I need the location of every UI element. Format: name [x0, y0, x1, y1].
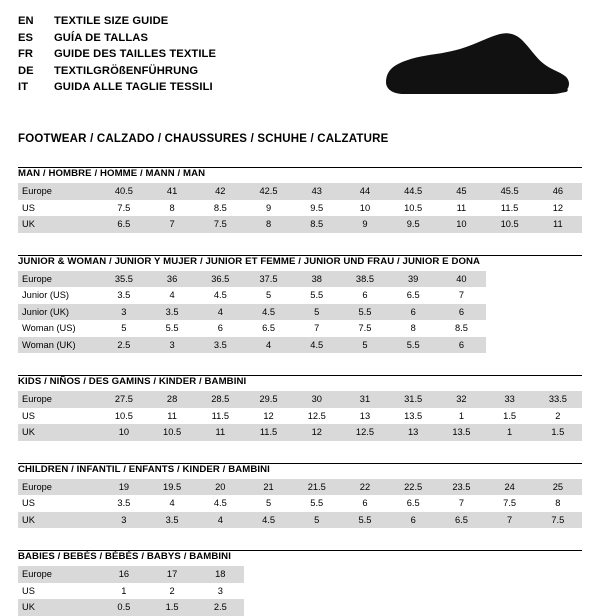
size-cell: 17 [148, 566, 196, 583]
size-cell: 7 [293, 320, 341, 337]
size-cell: 38.5 [341, 271, 389, 288]
size-cell [437, 599, 485, 616]
size-cell: 6 [341, 495, 389, 512]
size-cell: 3 [196, 583, 244, 600]
size-cell: 6 [437, 304, 485, 321]
size-cell: 11.5 [196, 408, 244, 425]
size-cell: 4 [244, 337, 292, 354]
size-group [18, 375, 582, 441]
size-table [18, 479, 582, 529]
size-cell: 31.5 [389, 391, 437, 408]
size-cell: 10 [437, 216, 485, 233]
size-cell: 45.5 [486, 183, 534, 200]
dress-shoe-icon [380, 30, 570, 115]
size-cell: 12 [244, 408, 292, 425]
size-cell: 5 [244, 287, 292, 304]
table-row [18, 287, 582, 304]
row-label: UK [18, 424, 100, 441]
size-cell: 5.5 [293, 287, 341, 304]
table-row [18, 599, 582, 616]
size-cell: 21 [244, 479, 292, 496]
size-cell: 43 [293, 183, 341, 200]
size-table [18, 391, 582, 441]
size-cell: 1.5 [534, 424, 582, 441]
size-cell: 4 [148, 495, 196, 512]
size-cell [389, 583, 437, 600]
table-row [18, 495, 582, 512]
size-cell: 3.5 [196, 337, 244, 354]
page-header [18, 14, 582, 115]
row-label: UK [18, 512, 100, 529]
size-cell: 4 [196, 512, 244, 529]
size-cell: 10.5 [100, 408, 148, 425]
size-cell: 3.5 [148, 512, 196, 529]
size-cell [244, 566, 292, 583]
size-cell: 7 [437, 287, 485, 304]
table-row [18, 337, 582, 354]
size-cell [486, 566, 534, 583]
size-cell: 7.5 [486, 495, 534, 512]
size-cell: 1 [437, 408, 485, 425]
size-cell: 12.5 [341, 424, 389, 441]
size-cell: 22 [341, 479, 389, 496]
table-row [18, 566, 582, 583]
size-cell: 10.5 [389, 200, 437, 217]
row-label: US [18, 200, 100, 217]
size-cell: 8.5 [196, 200, 244, 217]
size-cell: 40 [437, 271, 485, 288]
size-cell: 20 [196, 479, 244, 496]
size-cell: 13.5 [437, 424, 485, 441]
size-cell [244, 599, 292, 616]
size-cell: 5 [293, 512, 341, 529]
size-cell: 11 [534, 216, 582, 233]
size-cell: 6 [437, 337, 485, 354]
size-table [18, 271, 582, 354]
size-cell: 35.5 [100, 271, 148, 288]
row-label: US [18, 583, 100, 600]
size-cell [486, 599, 534, 616]
size-cell: 23.5 [437, 479, 485, 496]
size-cell: 29.5 [244, 391, 292, 408]
size-cell: 22.5 [389, 479, 437, 496]
size-cell: 9 [341, 216, 389, 233]
size-cell [534, 599, 582, 616]
size-cell: 10 [100, 424, 148, 441]
size-cell: 11 [196, 424, 244, 441]
size-cell: 7.5 [534, 512, 582, 529]
size-cell: 4 [148, 287, 196, 304]
size-cell: 36.5 [196, 271, 244, 288]
size-cell: 11.5 [244, 424, 292, 441]
size-cell [293, 599, 341, 616]
size-cell: 6.5 [244, 320, 292, 337]
size-cell: 7 [437, 495, 485, 512]
size-group [18, 167, 582, 233]
size-cell [486, 583, 534, 600]
size-cell: 6.5 [100, 216, 148, 233]
language-row [18, 64, 216, 80]
size-cell [389, 566, 437, 583]
language-code: IT [18, 81, 29, 93]
language-title: TEXTILGRÖßENFÜHRUNG [54, 64, 199, 77]
size-cell: 6 [389, 512, 437, 529]
size-cell: 6 [196, 320, 244, 337]
size-cell: 8 [148, 200, 196, 217]
size-cell: 44 [341, 183, 389, 200]
row-label: Woman (US) [18, 320, 100, 337]
size-table [18, 566, 582, 616]
size-cell: 1.5 [148, 599, 196, 616]
size-cell: 9.5 [389, 216, 437, 233]
table-row [18, 304, 582, 321]
table-row [18, 391, 582, 408]
size-cell: 21.5 [293, 479, 341, 496]
size-cell: 3.5 [100, 287, 148, 304]
size-cell: 5.5 [293, 495, 341, 512]
size-cell: 16 [100, 566, 148, 583]
size-cell: 3.5 [100, 495, 148, 512]
size-cell: 3 [100, 304, 148, 321]
size-cell: 28 [148, 391, 196, 408]
size-cell: 13 [389, 424, 437, 441]
row-label: Junior (UK) [18, 304, 100, 321]
size-cell: 6.5 [437, 512, 485, 529]
size-cell: 5.5 [341, 304, 389, 321]
row-label: UK [18, 599, 100, 616]
size-cell [437, 583, 485, 600]
size-cell: 3.5 [148, 304, 196, 321]
size-cell: 8 [389, 320, 437, 337]
table-row [18, 479, 582, 496]
size-cell: 32 [437, 391, 485, 408]
row-label: Europe [18, 271, 100, 288]
language-row [18, 14, 216, 30]
row-label: US [18, 495, 100, 512]
size-cell: 7 [148, 216, 196, 233]
size-cell: 13 [341, 408, 389, 425]
size-cell: 7.5 [341, 320, 389, 337]
language-title: GUÍA DE TALLAS [54, 31, 149, 44]
size-cell: 4.5 [244, 304, 292, 321]
size-cell: 24 [486, 479, 534, 496]
language-row [18, 80, 216, 96]
size-cell: 7 [486, 512, 534, 529]
size-cell: 5.5 [341, 512, 389, 529]
size-cell: 42.5 [244, 183, 292, 200]
size-group-title: CHILDREN / INFANTIL / ENFANTS / KINDER / BAMBINI [18, 463, 270, 475]
row-label: UK [18, 216, 100, 233]
size-group [18, 463, 582, 529]
table-row [18, 512, 582, 529]
language-code: FR [18, 48, 34, 60]
size-cell: 5.5 [389, 337, 437, 354]
size-cell: 2 [534, 408, 582, 425]
size-cell: 31 [341, 391, 389, 408]
size-cell: 1.5 [486, 408, 534, 425]
size-cell: 1 [100, 583, 148, 600]
size-cell: 5 [100, 320, 148, 337]
size-cell [534, 566, 582, 583]
size-cell: 19 [100, 479, 148, 496]
size-cell: 46 [534, 183, 582, 200]
size-cell: 37.5 [244, 271, 292, 288]
size-cell: 4.5 [293, 337, 341, 354]
size-cell [389, 599, 437, 616]
size-group-title: JUNIOR & WOMAN / JUNIOR Y MUJER / JUNIOR ET FEMME / JUNIOR UND FRAU / JUNIOR E DONA [18, 255, 481, 267]
size-cell: 19.5 [148, 479, 196, 496]
size-cell: 9.5 [293, 200, 341, 217]
size-group-title: BABIES / BEBÉS / BÉBÉS / BABYS / BAMBINI [18, 551, 231, 562]
size-cell: 4 [196, 304, 244, 321]
table-row [18, 583, 582, 600]
size-table [18, 183, 582, 233]
table-row [18, 200, 582, 217]
size-cell: 8 [534, 495, 582, 512]
language-code: EN [18, 15, 34, 27]
size-cell: 8.5 [293, 216, 341, 233]
size-cell [534, 583, 582, 600]
row-label: US [18, 408, 100, 425]
size-cell: 30 [293, 391, 341, 408]
size-cell: 7.5 [196, 216, 244, 233]
row-label: Europe [18, 479, 100, 496]
size-cell: 5 [293, 304, 341, 321]
size-cell: 11 [437, 200, 485, 217]
size-cell: 2.5 [100, 337, 148, 354]
size-cell: 12.5 [293, 408, 341, 425]
size-group [18, 255, 582, 354]
size-cell: 18 [196, 566, 244, 583]
language-title: GUIDE DES TAILLES TEXTILE [54, 48, 217, 60]
size-cell: 2 [148, 583, 196, 600]
size-cell: 40.5 [100, 183, 148, 200]
size-cell: 25 [534, 479, 582, 496]
size-cell: 6.5 [389, 287, 437, 304]
size-cell: 39 [389, 271, 437, 288]
size-tables-container [18, 167, 582, 616]
size-cell: 28.5 [196, 391, 244, 408]
size-cell: 12 [293, 424, 341, 441]
language-row [18, 47, 216, 63]
size-cell: 12 [534, 200, 582, 217]
size-cell: 10 [341, 200, 389, 217]
table-row [18, 271, 582, 288]
size-cell: 11 [148, 408, 196, 425]
language-title-list [18, 14, 216, 96]
size-cell: 36 [148, 271, 196, 288]
size-cell [341, 566, 389, 583]
size-cell: 5 [244, 495, 292, 512]
size-cell: 45 [437, 183, 485, 200]
language-code: DE [18, 64, 34, 77]
size-cell [244, 583, 292, 600]
size-cell: 10.5 [148, 424, 196, 441]
table-row [18, 320, 582, 337]
size-cell: 33 [486, 391, 534, 408]
language-row [18, 31, 216, 47]
size-cell: 8 [244, 216, 292, 233]
size-cell: 4.5 [196, 495, 244, 512]
row-label: Junior (US) [18, 287, 100, 304]
size-cell: 6 [389, 304, 437, 321]
size-group-title: MAN / HOMBRE / HOMME / MANN / MAN [18, 168, 206, 179]
size-cell: 42 [196, 183, 244, 200]
size-cell: 13.5 [389, 408, 437, 425]
size-cell: 6.5 [389, 495, 437, 512]
size-cell: 3 [148, 337, 196, 354]
row-label: Woman (UK) [18, 337, 100, 354]
size-cell: 38 [293, 271, 341, 288]
page-title: FOOTWEAR / CALZADO / CHAUSSURES / SCHUHE / CALZATURE [18, 133, 389, 145]
size-group [18, 550, 582, 616]
size-cell: 2.5 [196, 599, 244, 616]
table-row [18, 424, 582, 441]
size-cell: 41 [148, 183, 196, 200]
size-cell: 1 [486, 424, 534, 441]
size-cell [341, 599, 389, 616]
size-cell: 0.5 [100, 599, 148, 616]
size-cell [437, 566, 485, 583]
table-row [18, 183, 582, 200]
size-cell: 3 [100, 512, 148, 529]
language-title: GUIDA ALLE TAGLIE TESSILI [54, 81, 213, 93]
size-cell: 7.5 [100, 200, 148, 217]
size-cell: 10.5 [486, 216, 534, 233]
size-cell: 9 [244, 200, 292, 217]
size-cell [293, 566, 341, 583]
size-cell: 6 [341, 287, 389, 304]
size-cell: 4.5 [244, 512, 292, 529]
language-title: TEXTILE SIZE GUIDE [54, 15, 169, 27]
size-cell: 5 [341, 337, 389, 354]
table-row [18, 216, 582, 233]
row-label: Europe [18, 391, 100, 408]
size-cell: 8.5 [437, 320, 485, 337]
row-label: Europe [18, 183, 100, 200]
size-cell: 5.5 [148, 320, 196, 337]
row-label: Europe [18, 566, 100, 583]
size-cell [293, 583, 341, 600]
size-cell: 27.5 [100, 391, 148, 408]
size-cell: 11.5 [486, 200, 534, 217]
table-row [18, 408, 582, 425]
size-cell: 4.5 [196, 287, 244, 304]
size-group-title: KIDS / NIÑOS / DES GAMINS / KINDER / BAMBINI [18, 376, 247, 387]
language-code: ES [18, 31, 34, 44]
size-cell [341, 583, 389, 600]
size-cell: 33.5 [534, 391, 582, 408]
size-cell: 44.5 [389, 183, 437, 200]
